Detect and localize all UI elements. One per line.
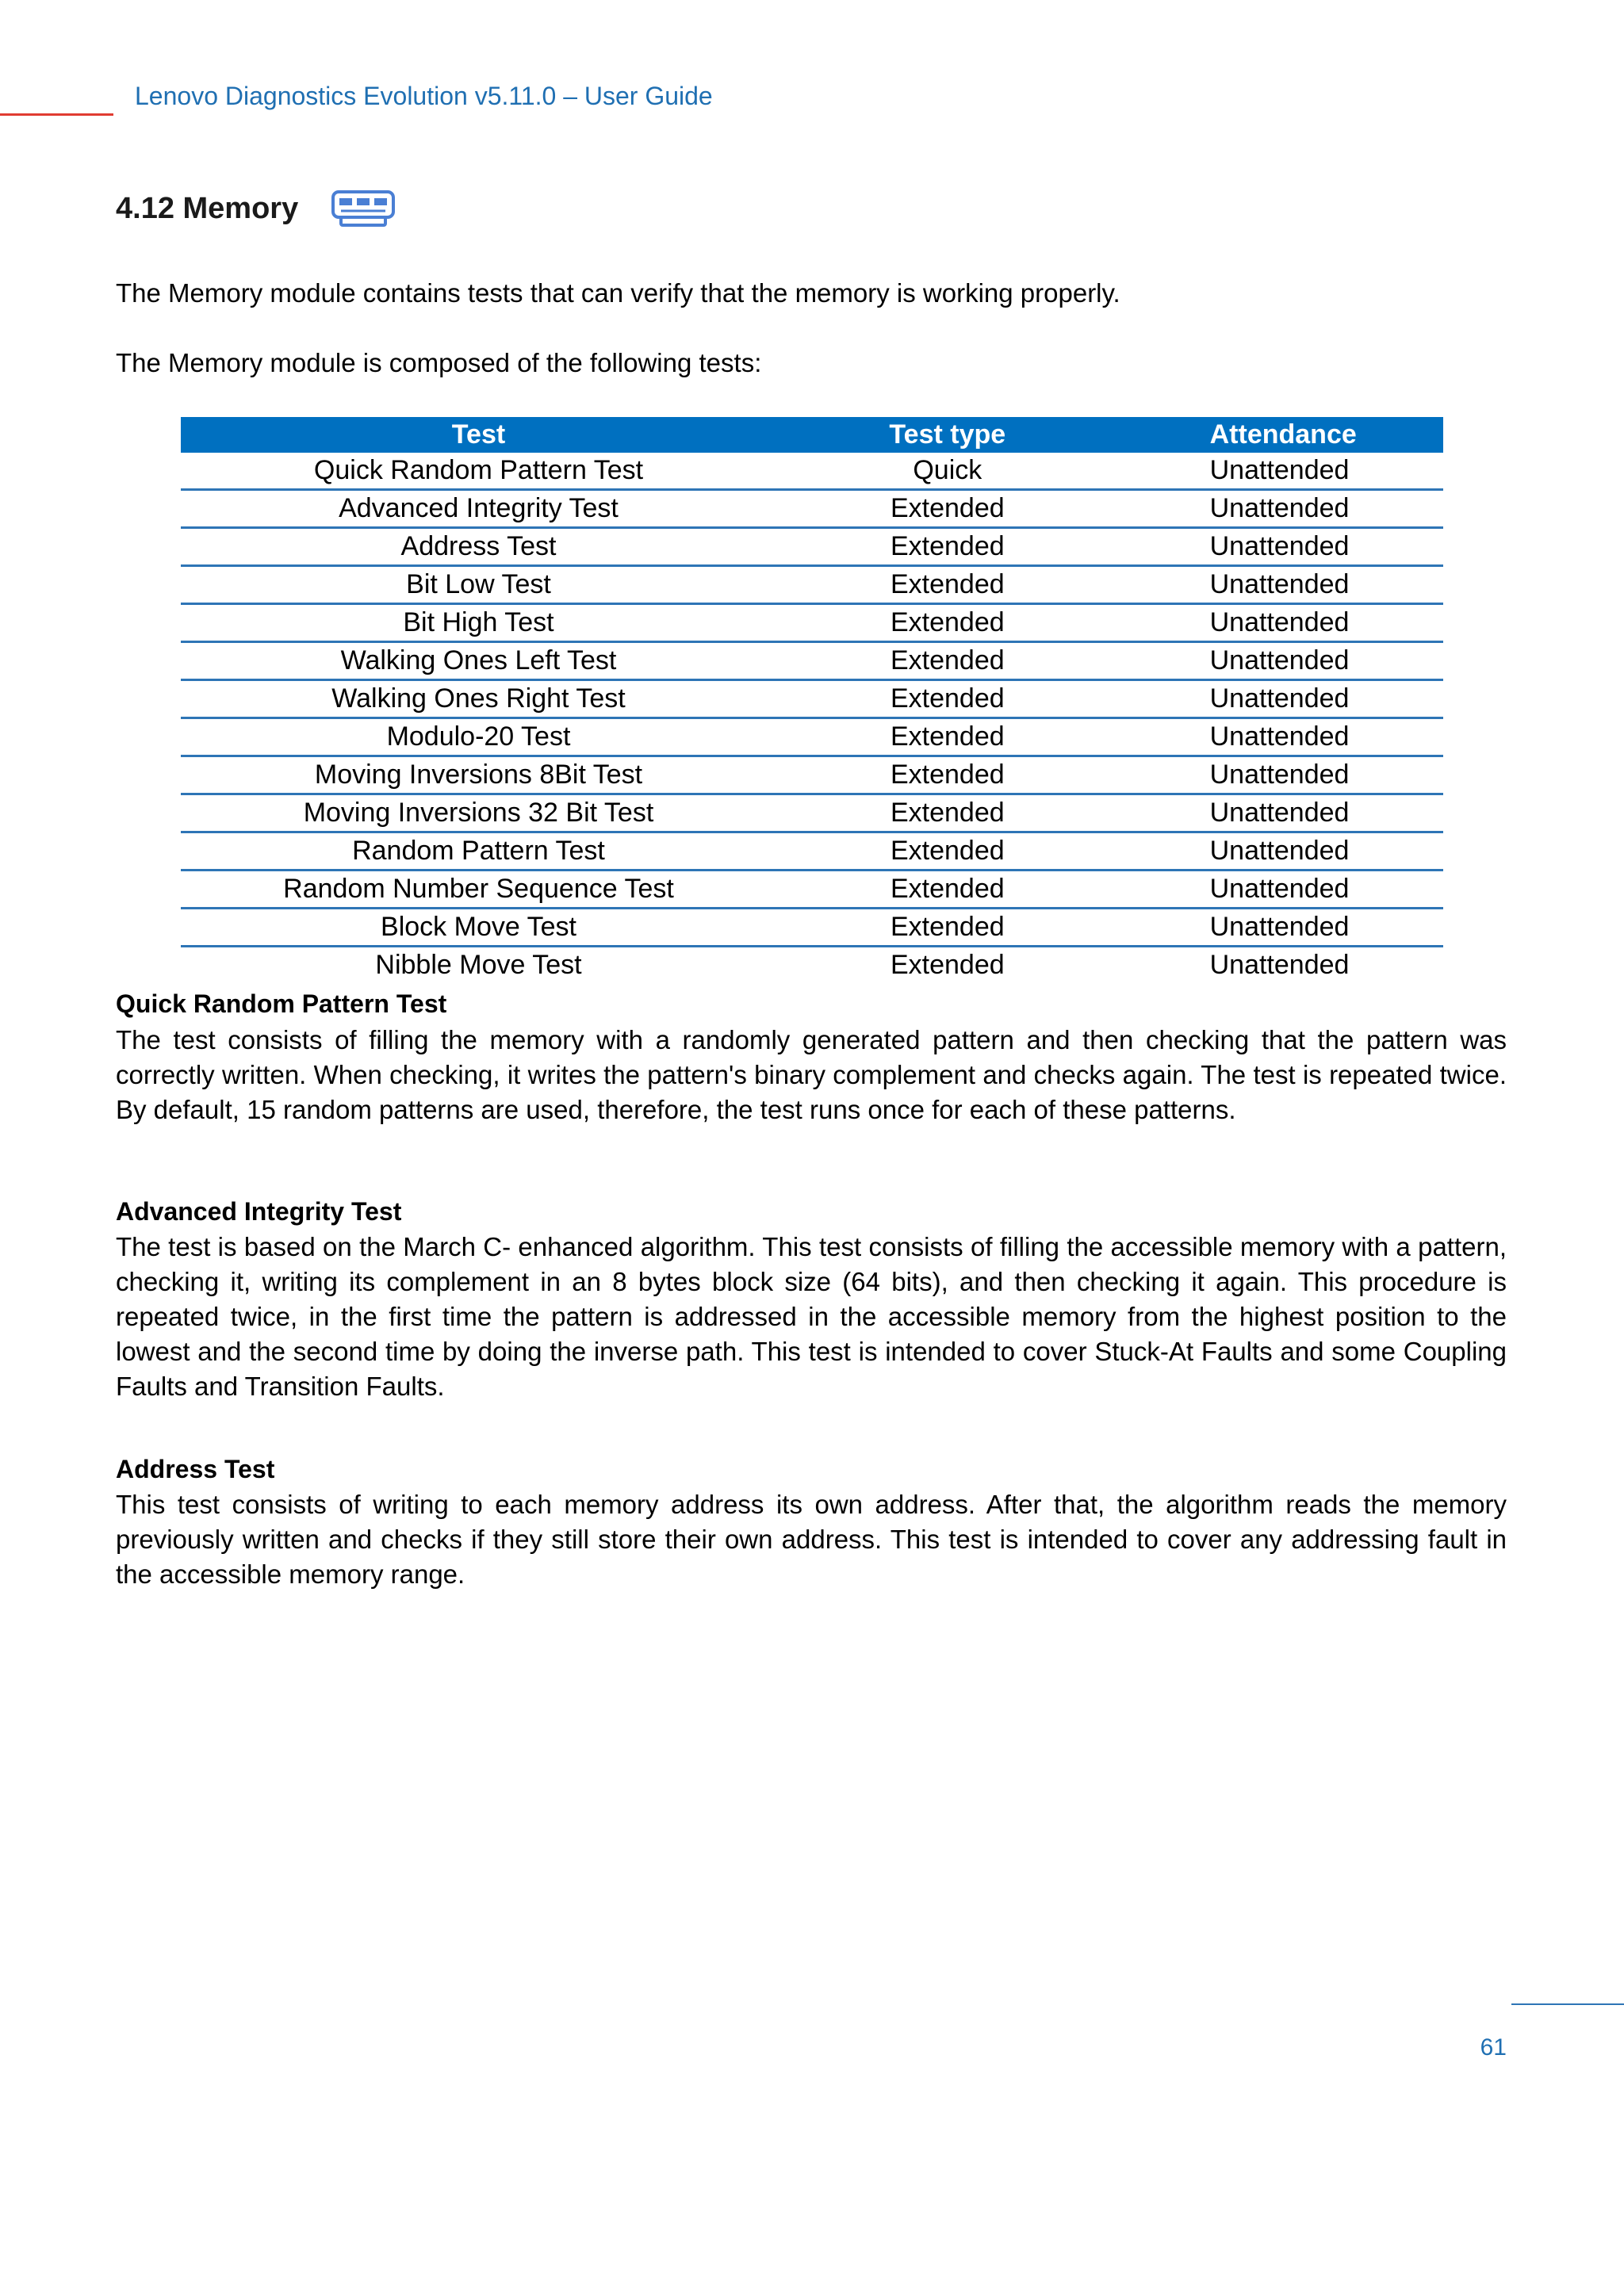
- cell-attendance: Unattended: [1119, 528, 1443, 566]
- header-title: Lenovo Diagnostics Evolution v5.11.0 – User Guide: [135, 82, 713, 110]
- cell-test-type: Extended: [776, 604, 1119, 642]
- cell-test: Bit Low Test: [181, 566, 776, 604]
- cell-test-type: Extended: [776, 566, 1119, 604]
- section-heading: [116, 190, 395, 227]
- quick-random-pattern-test-description: The test consists of filling the memory with a randomly generated pattern and then checking that the pattern was correctly written. When checking, it writes the pattern's binary complement and checks again. The test is repeated twice. By default, 15 random patterns are used, therefore, the test runs once for each of these patterns.: [116, 1025, 1507, 1124]
- table-row: [181, 453, 1443, 490]
- section-title: 4.12 Memory: [116, 191, 299, 225]
- table-row: [181, 909, 1443, 947]
- advanced-integrity-test-description: The test is based on the March C- enhanced algorithm. This test consists of filling the accessible memory with a pattern, checking it, writing its complement in an 8 bytes block size (64 bits), and then checking it again. This procedure is repeated twice, in the first time the pattern is addressed in the accessible memory from the highest position to the lowest and the second time by doing the inverse path. This test is intended to cover Stuck-At Faults and some Coupling Faults and Transition Faults.: [116, 1232, 1507, 1401]
- table-row: [181, 832, 1443, 871]
- cell-attendance: Unattended: [1119, 794, 1443, 832]
- table-row: [181, 794, 1443, 832]
- cell-test: Address Test: [181, 528, 776, 566]
- table-row: [181, 871, 1443, 909]
- cell-attendance: Unattended: [1119, 832, 1443, 871]
- cell-test-type: Extended: [776, 642, 1119, 680]
- table-row: [181, 947, 1443, 984]
- table-row: [181, 604, 1443, 642]
- cell-test-type: Extended: [776, 528, 1119, 566]
- header-rule: [0, 113, 113, 116]
- column-header-test-type: Test type: [776, 417, 1119, 453]
- cell-test-type: Extended: [890, 950, 1005, 980]
- cell-test: Modulo-20 Test: [181, 718, 776, 756]
- composed-paragraph: The Memory module is composed of the following tests:: [116, 348, 762, 377]
- page-number: 61: [1480, 2034, 1507, 2061]
- address-test-heading: Address Test: [116, 1455, 275, 1483]
- cell-test: Moving Inversions 32 Bit Test: [181, 794, 776, 832]
- table-row: [181, 642, 1443, 680]
- cell-test: Random Number Sequence Test: [181, 871, 776, 909]
- column-header-attendance: Attendance: [1119, 417, 1443, 453]
- address-test-description: This test consists of writing to each memory address its own address. After that, the algorithm reads the memory previously written and checks if they still store their own address. This test is intended to cover any addressing fault in the accessible memory range.: [116, 1490, 1507, 1589]
- intro-paragraph: The Memory module contains tests that can verify that the memory is working properly.: [116, 278, 1120, 308]
- cell-attendance: Unattended: [1119, 756, 1443, 794]
- column-header-test: Test: [181, 417, 776, 453]
- table-row: [181, 680, 1443, 718]
- table-header-row: [181, 417, 1443, 453]
- cell-attendance: Unattended: [1119, 490, 1443, 528]
- cell-attendance: Unattended: [1119, 718, 1443, 756]
- cell-test: Random Pattern Test: [181, 832, 776, 871]
- table-row: [181, 528, 1443, 566]
- table-row: [181, 718, 1443, 756]
- cell-attendance: Unattended: [1119, 642, 1443, 680]
- cell-test: Walking Ones Right Test: [181, 680, 776, 718]
- cell-test-type: Extended: [776, 871, 1119, 909]
- cell-test-type: Extended: [776, 832, 1119, 871]
- cell-test: Nibble Move Test: [375, 950, 582, 980]
- memory-tests-table: [181, 417, 1443, 983]
- cell-attendance: Unattended: [1119, 871, 1443, 909]
- memory-module-icon: [331, 190, 395, 227]
- cell-test-type: Extended: [776, 718, 1119, 756]
- cell-attendance: Unattended: [1209, 950, 1350, 980]
- cell-test-type: Quick: [776, 453, 1119, 490]
- cell-test: Walking Ones Left Test: [181, 642, 776, 680]
- cell-test: Block Move Test: [181, 909, 776, 947]
- quick-random-pattern-test-heading: Quick Random Pattern Test: [116, 989, 447, 1018]
- footer-rule: [1511, 2003, 1624, 2005]
- cell-test-type: Extended: [776, 490, 1119, 528]
- cell-test: Quick Random Pattern Test: [181, 453, 776, 490]
- cell-attendance: Unattended: [1119, 566, 1443, 604]
- cell-test: Moving Inversions 8Bit Test: [181, 756, 776, 794]
- table-row: [181, 490, 1443, 528]
- cell-attendance: Unattended: [1119, 680, 1443, 718]
- cell-test-type: Extended: [776, 756, 1119, 794]
- cell-test: Bit High Test: [181, 604, 776, 642]
- cell-test: Advanced Integrity Test: [181, 490, 776, 528]
- cell-test-type: Extended: [776, 909, 1119, 947]
- advanced-integrity-test-heading: Advanced Integrity Test: [116, 1197, 402, 1226]
- cell-test-type: Extended: [776, 794, 1119, 832]
- cell-attendance: Unattended: [1119, 453, 1443, 490]
- cell-attendance: Unattended: [1119, 604, 1443, 642]
- table-row: [181, 756, 1443, 794]
- cell-attendance: Unattended: [1119, 909, 1443, 947]
- cell-test-type: Extended: [776, 680, 1119, 718]
- table-row: [181, 566, 1443, 604]
